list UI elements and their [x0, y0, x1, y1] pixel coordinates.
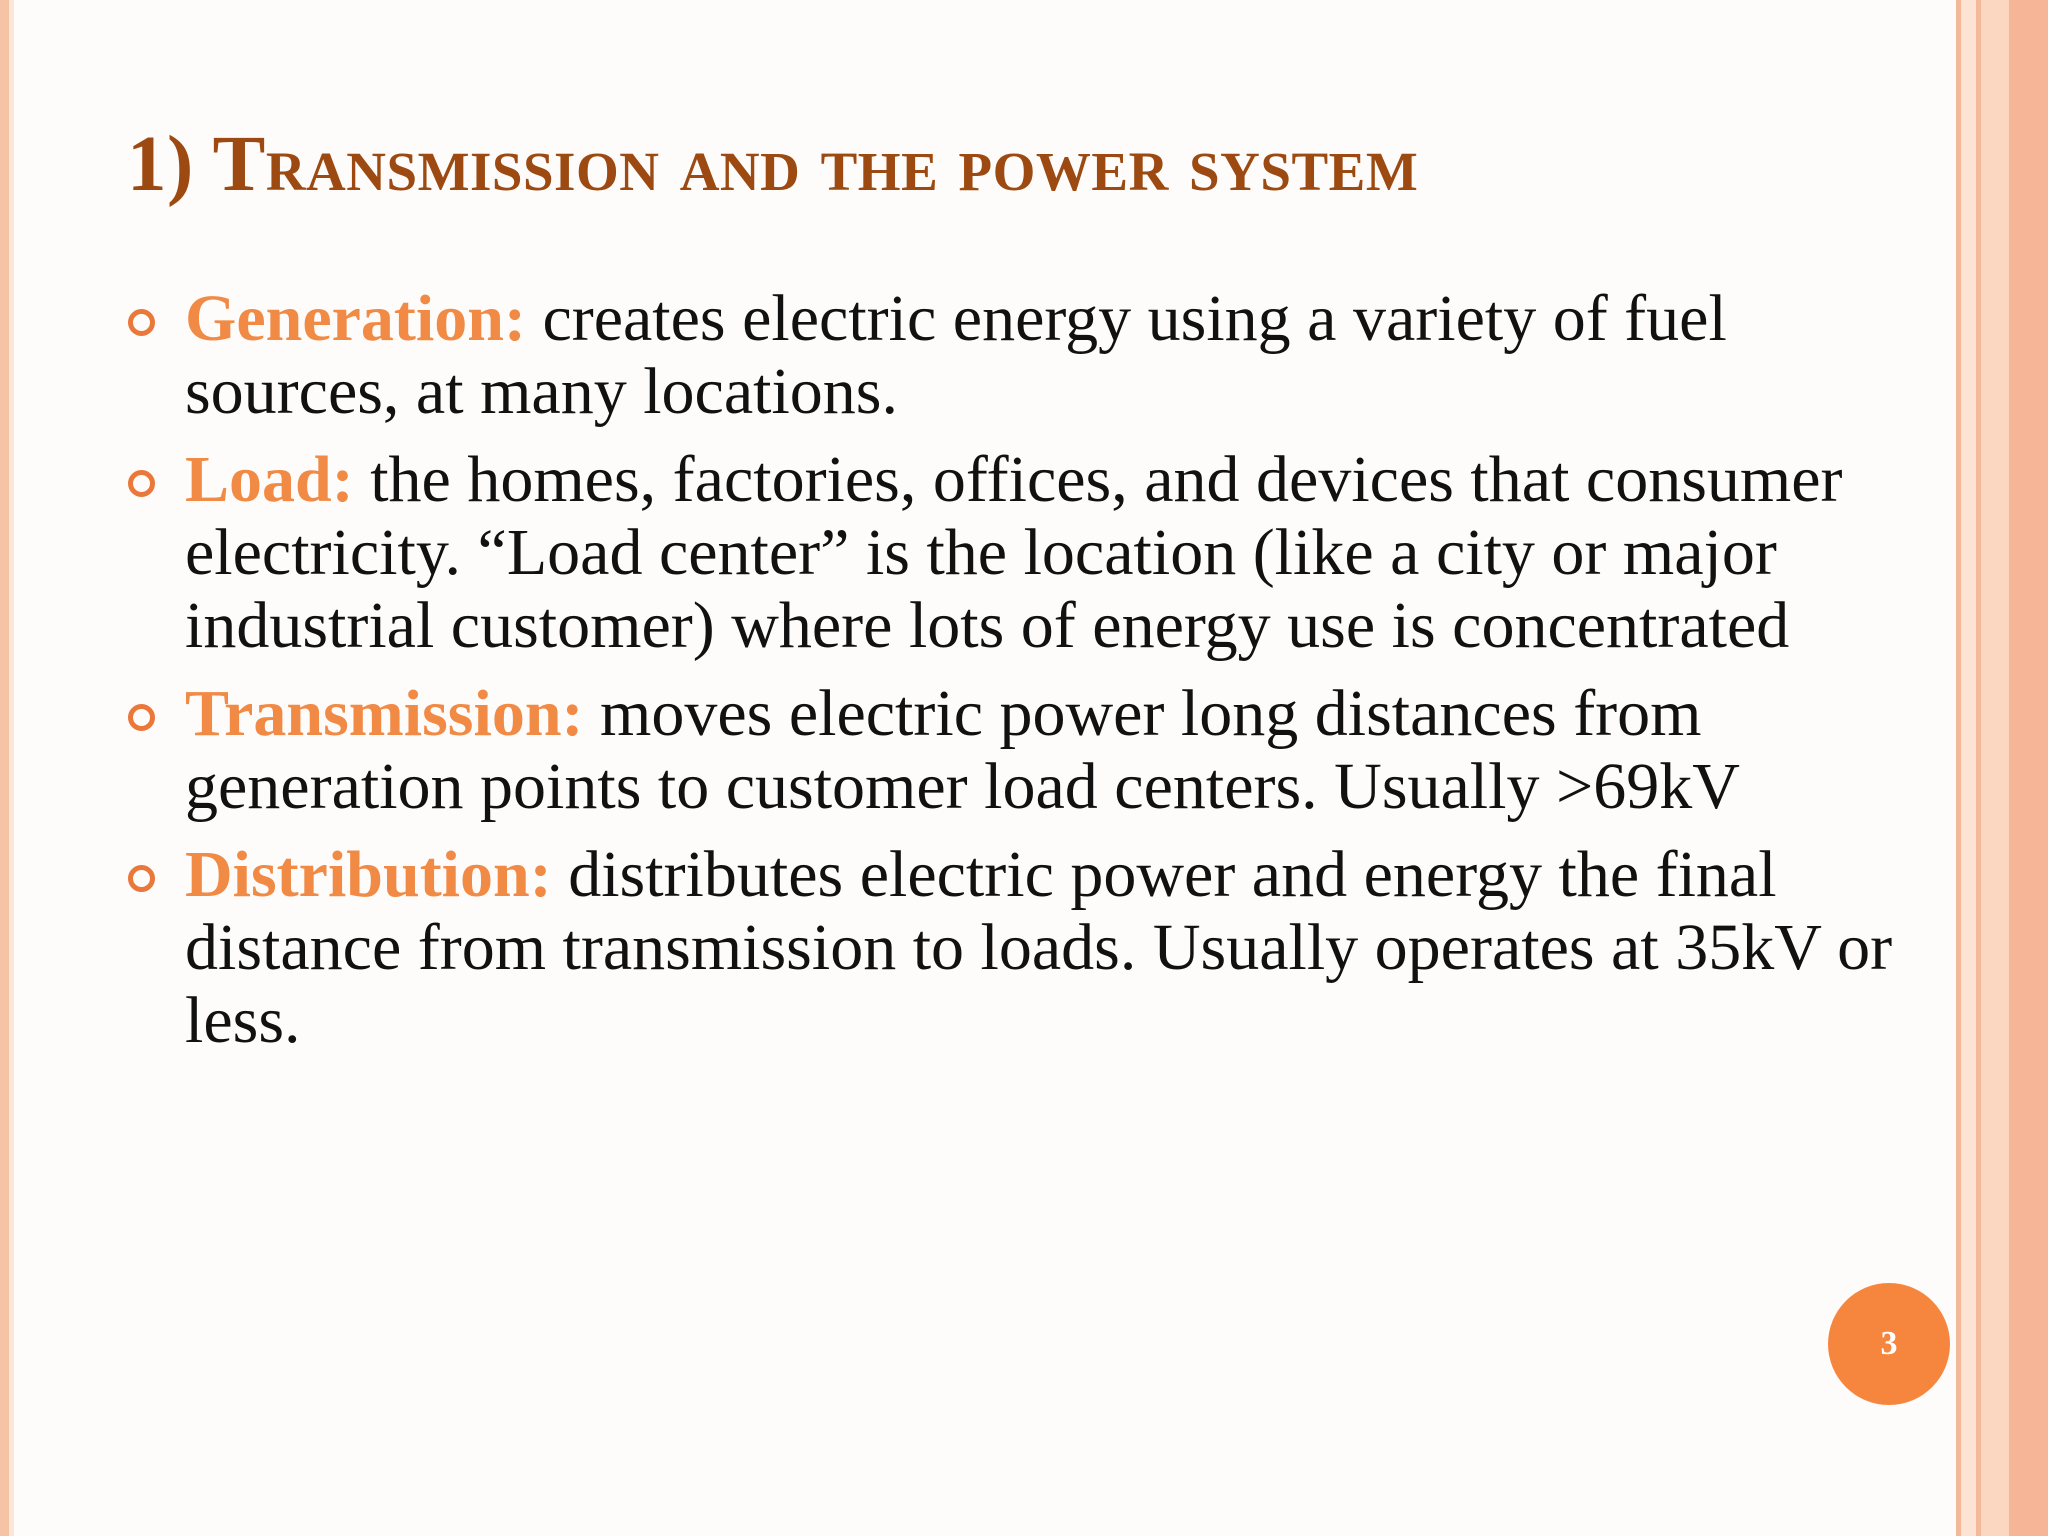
- slide-title: 1) Transmission and the power system: [127, 121, 1419, 208]
- bullet-text: creates electric energy using a variety of fuel sources, at many locations.: [185, 282, 1727, 428]
- page-number-badge: 3: [1828, 1283, 1950, 1405]
- left-border-stripe: [0, 0, 9, 1536]
- bullet-list: [128, 282, 1928, 1072]
- left-border-stripe-inner: [9, 0, 14, 1536]
- bullet-circle-icon: [128, 309, 155, 336]
- bullet-item-distribution: [128, 838, 1928, 1057]
- bullet-item-load: [128, 443, 1928, 662]
- bullet-circle-icon: [128, 704, 155, 731]
- right-border-stripe: [1961, 0, 1976, 1536]
- bullet-text: distributes electric power and energy the final distance from transmission to loads. Usually operates at 35kV or less.: [185, 838, 1893, 1057]
- bullet-term: Generation:: [185, 282, 526, 355]
- bullet-text: the homes, factories, offices, and devices that consumer electricity. “Load center” is the location (like a city or major industrial customer) where lots of energy use is concentrated: [185, 443, 1843, 662]
- bullet-item-generation: [128, 282, 1928, 428]
- right-border-stripe: [2009, 0, 2048, 1536]
- right-border-stripe: [1981, 0, 2009, 1536]
- bullet-circle-icon: [128, 470, 155, 497]
- bullet-circle-icon: [128, 865, 155, 892]
- bullet-term: Distribution:: [185, 838, 552, 911]
- bullet-item-transmission: [128, 677, 1928, 823]
- bullet-text: moves electric power long distances from generation points to customer load centers. Usually >69kV: [185, 677, 1740, 823]
- bullet-term: Load:: [185, 443, 354, 516]
- bullet-term: Transmission:: [185, 677, 584, 750]
